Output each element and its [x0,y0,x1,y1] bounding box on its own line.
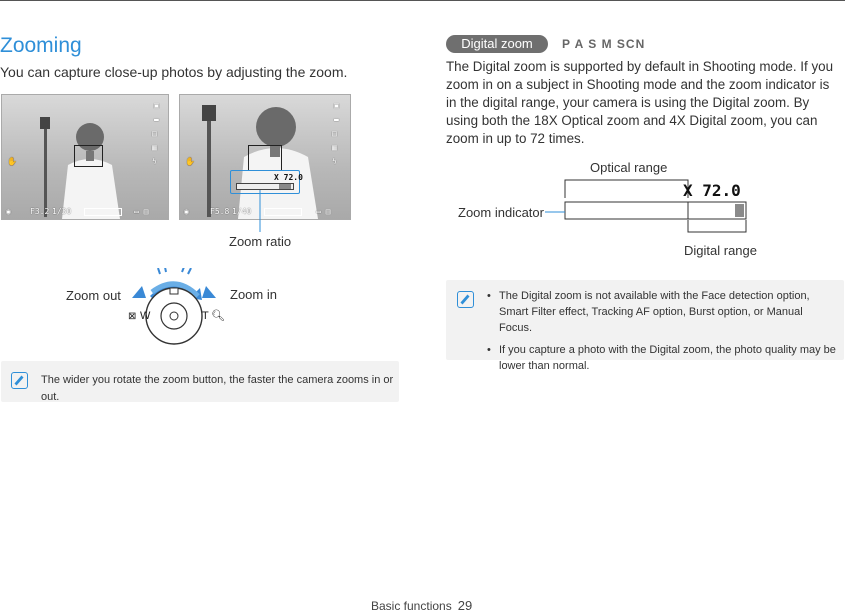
section-intro: You can capture close-up photos by adjusting the zoom. [0,64,348,80]
shutter-readout: 1/40 [232,207,252,216]
shutter-readout: 1/30 [52,207,72,216]
note-item: • The Digital zoom is not available with the Face detection option, Smart Filter effect, Tracking AF option, Burst option, or Manual Focus. [487,288,837,336]
stabilizer-icon: ✋ [7,157,17,166]
hud-icon: ▬ [334,115,339,124]
af-frame [248,145,282,171]
hud-icon: ▣ [334,101,339,110]
page-number: 29 [457,598,473,613]
zoom-out-label: Zoom out [66,288,121,303]
rotate-left-arrow-head-icon [132,286,146,298]
exposure-scale [84,208,122,216]
digital-range-bracket [688,220,746,232]
zoom-ratio-label: Zoom ratio [229,234,292,249]
digital-zoom-notes [446,280,844,372]
zoom-indicator-marker [735,204,744,217]
hud-icon: ▬ [154,115,159,124]
shutter-button [161,303,187,329]
tip-note [1,361,399,402]
footer-section: Basic functions [371,599,452,613]
flash-icon: ϟ [332,157,337,166]
wide-label: W [140,310,151,322]
digital-zoom-tag: Digital zoom [446,35,548,53]
tip-note-text: The wider you rotate the zoom button, the faster the camera zooms in or out. [41,374,394,403]
hud-icon: ▤ [332,129,337,138]
note-icon [11,372,28,389]
zoom-bar-digital [279,184,291,189]
note-icon [457,291,474,308]
optical-range-label: Optical range [590,160,668,175]
zoom-bar [236,183,294,190]
section-title: Zooming [0,34,82,57]
hud-icon: ▦ [152,143,157,152]
aperture-readout: F5.8 [210,207,230,216]
rotate-right-arrow-icon [202,286,216,298]
digital-range-label: Digital range [684,243,757,258]
zoom-indicator-leader [545,210,565,214]
tele-label: T [202,310,209,322]
zoom-in-label: Zoom in [230,287,277,302]
hud-icon: ▤ [152,129,157,138]
battery-icon: ▭ ▥ [316,207,331,216]
hud-icon: ▣ [154,101,159,110]
diagram-zoom-value: X 72.0 [683,181,741,200]
top-rule [0,0,845,1]
digital-zoom-description: The Digital zoom is supported by default in Shooting mode. If you zoom in on a subject in Shooting mode and the zoom indicator is in the digital range, your camera is using the Digital zoom. By using both the 18X Optical zoom and 4X Digital zoom, you can zoom in up to 72 times. [446,59,834,146]
note-item: • If you capture a photo with the Digital zoom, the photo quality may be lower than normal. [487,342,837,374]
wide-icon: ⊠ [128,311,137,322]
photo-normal-zoom [1,94,169,220]
aperture-readout: F3.2 [30,207,50,216]
zoom-ratio-callout-line [250,190,270,236]
tele-icon: 🔍︎ [211,310,225,322]
zoom-ratio-value: X 72.0 [274,173,303,182]
shooting-modes: P A S M SCN [562,37,646,51]
zoom-indicator-label: Zoom indicator [458,205,544,220]
mode-icon: ◉ [184,207,189,216]
mode-icon: ◉ [6,207,11,216]
battery-icon: ▭ ▥ [134,207,149,216]
af-frame [74,145,103,167]
notes-list [487,288,837,380]
zoom-indicator-bar [565,202,746,219]
stabilizer-icon: ✋ [185,157,195,166]
flash-icon: ϟ [152,157,157,166]
lever-tab [170,288,178,294]
optical-range-bracket [565,180,688,198]
hud-icon: ▦ [332,143,337,152]
